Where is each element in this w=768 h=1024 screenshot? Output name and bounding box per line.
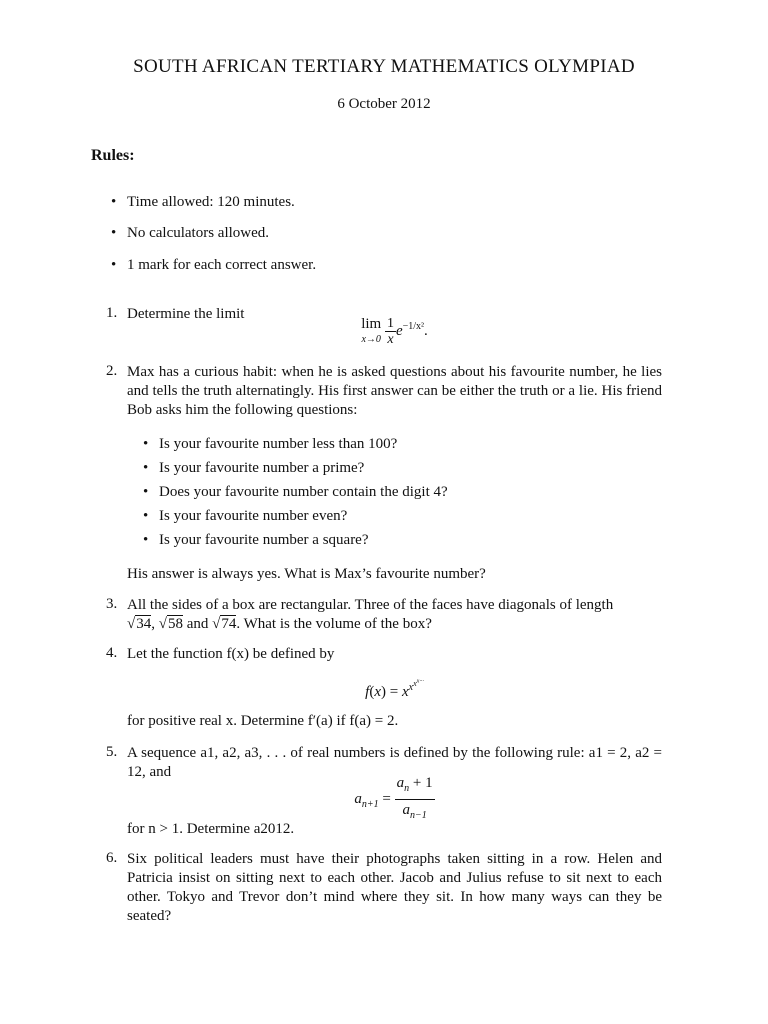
question-item: • Is your favourite number even? bbox=[159, 507, 347, 526]
document-date: 6 October 2012 bbox=[337, 96, 431, 112]
problem-text: Max has a curious habit: when he is asked questions about his favourite number, he lies and tells the truth alternatingly. His first answer can be either the truth or a lie. His friend Bob asks him the following questions: bbox=[127, 364, 662, 418]
rule-item: • No calculators allowed. bbox=[127, 224, 269, 243]
problem-number: 6. bbox=[106, 850, 118, 866]
question-item: • Is your favourite number a prime? bbox=[159, 459, 364, 478]
problem-closing: His answer is always yes. What is Max’s favourite number? bbox=[127, 566, 486, 582]
question-item: • Is your favourite number a square? bbox=[159, 531, 369, 550]
problem-number: 3. bbox=[106, 596, 118, 612]
problem-number: 1. bbox=[106, 305, 118, 321]
problem-number: 2. bbox=[106, 363, 118, 379]
problem-text-cont: √34, √58 and √74. What is the volume of the box? bbox=[127, 616, 432, 632]
question-item: • Is your favourite number less than 100? bbox=[159, 435, 397, 454]
document-title: SOUTH AFRICAN TERTIARY MATHEMATICS OLYMPIAD bbox=[133, 56, 635, 77]
rule-item: • 1 mark for each correct answer. bbox=[127, 256, 316, 275]
problem-text-cont: for n > 1. Determine a2012. bbox=[127, 821, 295, 837]
limit-formula: lim x→0 $\frac{1}{x}$ $e^{-1/x^2}$. bbox=[361, 315, 428, 347]
problem-number: 4. bbox=[106, 645, 118, 661]
problem-text: All the sides of a box are rectangular. Three of the faces have diagonals of length bbox=[127, 597, 614, 613]
rules-heading: Rules: bbox=[91, 147, 135, 164]
problem-text: A sequence a1, a2, a3, . . . of real numbers is defined by the following rule: a1 = 2, a2 = 12, and bbox=[127, 745, 662, 780]
problem-text: Determine the limit bbox=[127, 306, 245, 322]
problem-text: Six political leaders must have their photographs taken sitting in a row. Helen and Patricia insist on sitting next to each other. Jacob and Julius refuse to sit next to each other. Tokyo and Trevor don’t mind where they sit. In how many ways can they be seated? bbox=[127, 851, 662, 924]
recurrence-formula: $a_{n+1}$ = $\frac{a_n + 1}{a_{n-1}}$ bbox=[354, 775, 433, 821]
problem-text-tail: . What is the volume of the box? bbox=[236, 616, 432, 632]
problem-number: 5. bbox=[106, 744, 118, 760]
problem-text: Let the function f(x) be defined by bbox=[127, 646, 335, 662]
function-formula: $f(x) = x^{x^{x^{x\cdot\cdot\cdot}}}$ bbox=[365, 678, 424, 700]
rule-item: • Time allowed: 120 minutes. bbox=[127, 193, 295, 212]
question-item: • Does your favourite number contain the digit 4? bbox=[159, 483, 448, 502]
problem-text-cont: for positive real x. Determine f′(a) if f(a) = 2. bbox=[127, 713, 399, 729]
